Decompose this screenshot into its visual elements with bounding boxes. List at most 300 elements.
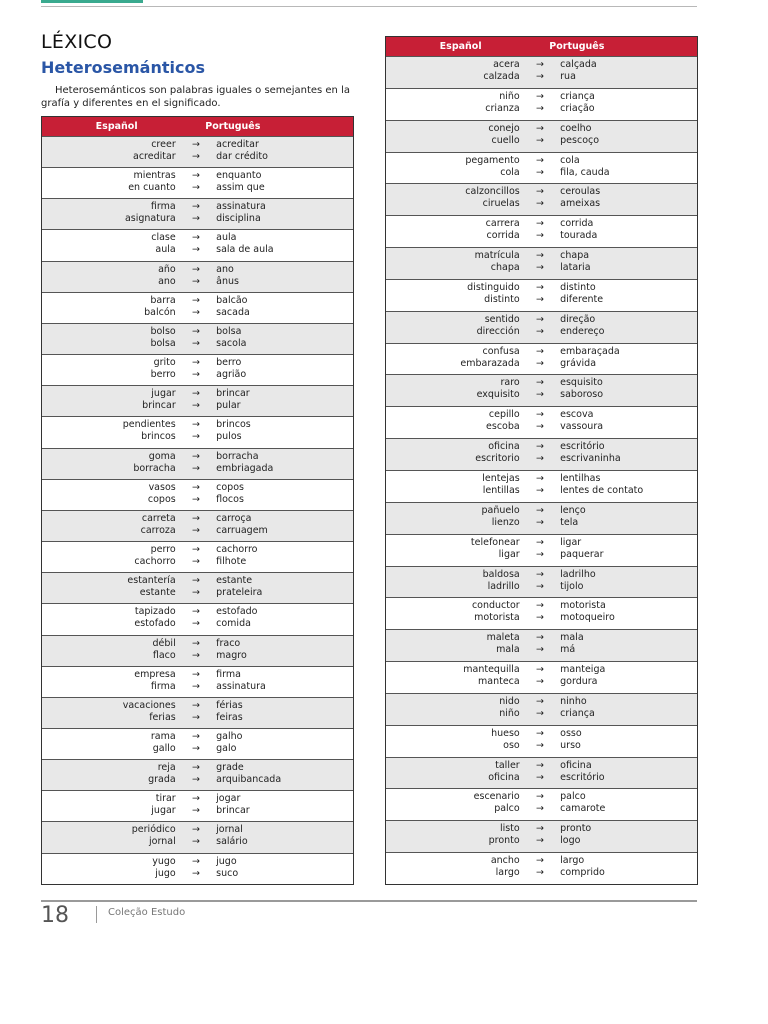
arrow-icons [176, 762, 216, 790]
portuguese-word: brincar [216, 805, 250, 817]
portuguese-terms [560, 377, 697, 406]
portuguese-word: jugo [216, 855, 237, 867]
arrow-icons [176, 669, 216, 697]
spanish-word: conejo [488, 122, 520, 134]
spanish-word: carreta [141, 512, 176, 524]
spanish-word: pegamento [465, 154, 520, 166]
arrow-icon: → [535, 313, 544, 325]
spanish-word: goma [148, 450, 176, 462]
table-row [386, 788, 697, 820]
spanish-terms [386, 250, 520, 279]
spanish-word: empresa [134, 668, 176, 680]
portuguese-terms [560, 346, 697, 375]
arrow-icon: → [191, 556, 200, 568]
arrow-icon: → [535, 759, 544, 771]
spanish-terms [386, 473, 520, 502]
arrow-icons [176, 170, 216, 198]
spanish-word: chapa [490, 262, 520, 274]
table-row [386, 470, 697, 502]
spanish-terms [42, 513, 176, 541]
portuguese-word: ceroulas [560, 186, 601, 198]
arrow-icon: → [191, 369, 200, 381]
arrow-icon: → [191, 762, 200, 774]
arrow-icon: → [535, 676, 544, 688]
arrow-icon: → [191, 388, 200, 400]
spanish-terms [386, 186, 520, 215]
spanish-word: hueso [491, 727, 520, 739]
arrow-icons [520, 282, 560, 311]
spanish-word: pendientes [122, 419, 176, 431]
section-title: Heterosemánticos [41, 58, 205, 77]
portuguese-terms [216, 513, 353, 541]
arrow-icons [176, 451, 216, 479]
portuguese-word: largo [560, 855, 585, 867]
spanish-word: mientras [133, 170, 176, 182]
arrow-icon: → [535, 218, 544, 230]
header-pt: Português [205, 121, 261, 132]
spanish-word: cola [500, 166, 520, 178]
header-pt: Português [549, 41, 605, 52]
portuguese-terms [216, 201, 353, 229]
spanish-terms [386, 282, 520, 311]
arrow-icons [176, 201, 216, 229]
arrow-icons [176, 700, 216, 728]
spanish-word: ligar [498, 548, 520, 560]
spanish-terms [42, 638, 176, 666]
arrow-icon: → [535, 612, 544, 624]
arrow-icon: → [535, 154, 544, 166]
header-es: Español [439, 41, 482, 52]
arrow-icon: → [535, 632, 544, 644]
arrow-icons [520, 664, 560, 693]
spanish-terms [42, 700, 176, 728]
top-accent-bar [41, 0, 143, 3]
table-header [42, 117, 353, 136]
table-row [386, 279, 697, 311]
portuguese-word: copos [216, 481, 244, 493]
arrow-icons [176, 326, 216, 354]
arrow-icon: → [535, 472, 544, 484]
portuguese-word: grade [216, 762, 244, 774]
spanish-word: tapizado [134, 606, 176, 618]
spanish-word: escritorio [475, 453, 520, 465]
arrow-icon: → [535, 230, 544, 242]
arrow-icon: → [535, 548, 544, 560]
arrow-icons [520, 473, 560, 502]
portuguese-word: motorista [560, 600, 606, 612]
table-row [42, 853, 353, 884]
portuguese-word: embriagada [216, 462, 274, 474]
spanish-terms [42, 326, 176, 354]
arrow-icon: → [191, 337, 200, 349]
spanish-terms [42, 357, 176, 385]
arrow-icon: → [191, 306, 200, 318]
portuguese-terms [216, 419, 353, 447]
spanish-word: gallo [152, 742, 176, 754]
arrow-icon: → [535, 580, 544, 592]
spanish-word: firma [150, 201, 176, 213]
spanish-word: ancho [490, 855, 520, 867]
table-row [386, 757, 697, 789]
spanish-terms [386, 123, 520, 152]
table-row [386, 343, 697, 375]
table-header [386, 37, 697, 56]
table-row [42, 697, 353, 728]
table-row [386, 820, 697, 852]
spanish-word: calzoncillos [465, 186, 520, 198]
spanish-word: en cuanto [128, 182, 176, 194]
portuguese-word: balcão [216, 294, 248, 306]
portuguese-word: vassoura [560, 421, 604, 433]
arrow-icon: → [191, 294, 200, 306]
portuguese-terms [560, 696, 697, 725]
arrow-icon: → [535, 855, 544, 867]
portuguese-word: gordura [560, 676, 598, 688]
arrow-icon: → [191, 524, 200, 536]
portuguese-word: cola [560, 154, 580, 166]
spanish-word: exquisito [476, 389, 520, 401]
spanish-word: largo [495, 867, 520, 879]
spanish-terms [386, 218, 520, 247]
spanish-word: palco [494, 803, 520, 815]
arrow-icon: → [535, 198, 544, 210]
portuguese-word: prateleira [216, 587, 263, 599]
portuguese-word: palco [560, 791, 586, 803]
portuguese-terms [216, 793, 353, 821]
portuguese-word: enquanto [216, 170, 262, 182]
arrow-icon: → [535, 803, 544, 815]
arrow-icons [176, 388, 216, 416]
arrow-icons [176, 232, 216, 260]
spanish-word: conductor [471, 600, 520, 612]
portuguese-terms [560, 791, 697, 820]
portuguese-word: pescoço [560, 134, 600, 146]
spanish-word: niño [499, 707, 520, 719]
spanish-word: periódico [131, 824, 176, 836]
spanish-terms [42, 762, 176, 790]
table-row [42, 572, 353, 603]
arrow-icon: → [191, 618, 200, 630]
arrow-icon: → [191, 357, 200, 369]
portuguese-word: salário [216, 836, 248, 848]
portuguese-word: arquibancada [216, 774, 282, 786]
spanish-word: borracha [133, 462, 176, 474]
spanish-terms [386, 728, 520, 757]
spanish-word: telefonear [470, 536, 520, 548]
arrow-icons [520, 791, 560, 820]
portuguese-terms [560, 505, 697, 534]
portuguese-word: chapa [560, 250, 590, 262]
spanish-word: cuello [491, 134, 520, 146]
table-row [386, 183, 697, 215]
portuguese-terms [560, 250, 697, 279]
portuguese-word: escritório [560, 771, 605, 783]
spanish-word: clase [151, 232, 176, 244]
spanish-terms [42, 731, 176, 759]
table-row [42, 167, 353, 198]
table-row [42, 198, 353, 229]
table-row [386, 120, 697, 152]
portuguese-word: embaraçada [560, 345, 620, 357]
spanish-word: niño [499, 90, 520, 102]
table-row [42, 448, 353, 479]
spanish-word: ano [158, 275, 176, 287]
arrow-icon: → [535, 122, 544, 134]
arrow-icon: → [535, 357, 544, 369]
portuguese-terms [560, 441, 697, 470]
portuguese-word: suco [216, 867, 239, 879]
portuguese-word: pronto [560, 823, 592, 835]
portuguese-terms [216, 762, 353, 790]
spanish-word: escoba [486, 421, 520, 433]
spanish-word: perro [150, 544, 176, 556]
portuguese-word: ânus [216, 275, 239, 287]
portuguese-word: agrião [216, 369, 247, 381]
spanish-word: barra [150, 294, 176, 306]
arrow-icons [520, 600, 560, 629]
portuguese-terms [560, 218, 697, 247]
arrow-icon: → [191, 512, 200, 524]
arrow-icon: → [191, 587, 200, 599]
portuguese-word: jornal [216, 824, 243, 836]
arrow-icon: → [535, 281, 544, 293]
portuguese-word: borracha [216, 450, 259, 462]
spanish-word: estante [139, 587, 176, 599]
portuguese-word: comida [216, 618, 251, 630]
arrow-icons [520, 823, 560, 852]
spanish-word: carroza [140, 524, 176, 536]
spanish-terms [386, 569, 520, 598]
table-row [386, 502, 697, 534]
spanish-word: sentido [484, 313, 520, 325]
portuguese-word: dar crédito [216, 151, 268, 162]
vocabulary-table-left [41, 116, 354, 885]
table-row [386, 693, 697, 725]
spanish-word: escenario [473, 791, 520, 803]
arrow-icon: → [191, 213, 200, 225]
portuguese-terms [216, 700, 353, 728]
table-row [386, 629, 697, 661]
arrow-icons [520, 569, 560, 598]
portuguese-word: oficina [560, 759, 592, 771]
table-row [42, 261, 353, 292]
spanish-terms [42, 793, 176, 821]
spanish-terms [42, 451, 176, 479]
portuguese-word: bolsa [216, 325, 242, 337]
spanish-word: crianza [485, 102, 520, 114]
arrow-icon: → [535, 664, 544, 676]
portuguese-terms [216, 824, 353, 852]
table-row [386, 215, 697, 247]
spanish-word: jugar [151, 805, 176, 817]
arrow-icon: → [191, 855, 200, 867]
portuguese-word: má [560, 644, 576, 656]
spanish-word: vasos [148, 481, 176, 493]
arrow-icon: → [535, 389, 544, 401]
arrow-icons [176, 856, 216, 884]
spanish-word: lentillas [482, 484, 520, 496]
arrow-icons [520, 91, 560, 120]
portuguese-word: carruagem [216, 524, 268, 536]
table-row [386, 152, 697, 184]
arrow-icons [176, 544, 216, 572]
arrow-icon: → [191, 170, 200, 182]
portuguese-terms [560, 569, 697, 598]
portuguese-terms [560, 314, 697, 343]
spanish-word: raro [500, 377, 520, 389]
footer-series: Coleção Estudo [108, 907, 186, 918]
spanish-word: nido [499, 695, 520, 707]
portuguese-terms [560, 537, 697, 566]
arrow-icons [176, 606, 216, 634]
page-number: 18 [41, 903, 69, 928]
spanish-terms [42, 388, 176, 416]
arrow-icon: → [191, 711, 200, 723]
arrow-icon: → [191, 232, 200, 244]
portuguese-word: osso [560, 727, 582, 739]
spanish-word: balcón [144, 306, 176, 318]
arrow-icons [520, 855, 560, 884]
portuguese-terms [216, 326, 353, 354]
portuguese-terms [216, 295, 353, 323]
table-row [42, 603, 353, 634]
arrow-icon: → [535, 568, 544, 580]
portuguese-word: jogar [216, 793, 241, 805]
table-row [42, 759, 353, 790]
spanish-word: estofado [134, 618, 176, 630]
spanish-word: vacaciones [122, 699, 176, 711]
arrow-icon: → [535, 707, 544, 719]
arrow-icon: → [535, 536, 544, 548]
arrow-icon: → [535, 262, 544, 274]
arrow-icons [520, 186, 560, 215]
portuguese-word: sacola [216, 337, 247, 349]
arrow-icon: → [535, 644, 544, 656]
portuguese-word: assinatura [216, 680, 266, 692]
arrow-icon: → [535, 823, 544, 835]
portuguese-word: feiras [216, 711, 243, 723]
portuguese-terms [560, 59, 697, 88]
arrow-icons [520, 505, 560, 534]
arrow-icon: → [191, 481, 200, 493]
portuguese-word: firma [216, 668, 241, 680]
portuguese-word: escritório [560, 441, 605, 453]
spanish-word: yugo [152, 855, 176, 867]
portuguese-word: ano [216, 263, 234, 275]
spanish-word: tirar [155, 793, 176, 805]
spanish-word: débil [152, 637, 176, 649]
portuguese-word: fraco [216, 637, 241, 649]
arrow-icon: → [535, 90, 544, 102]
portuguese-terms [216, 731, 353, 759]
arrow-icon: → [535, 504, 544, 516]
arrow-icon: → [191, 263, 200, 275]
portuguese-word: mala [560, 632, 584, 644]
spanish-word: motorista [474, 612, 520, 624]
portuguese-word: endereço [560, 325, 605, 337]
spanish-word: rama [150, 730, 176, 742]
portuguese-word: cachorro [216, 544, 258, 556]
table-row [386, 597, 697, 629]
spanish-terms [386, 696, 520, 725]
portuguese-terms [560, 823, 697, 852]
arrow-icons [176, 295, 216, 323]
vocabulary-table-right [385, 36, 698, 885]
spanish-terms [42, 575, 176, 603]
portuguese-terms [560, 600, 697, 629]
arrow-icon: → [535, 102, 544, 114]
arrow-icon: → [191, 419, 200, 431]
spanish-terms [386, 632, 520, 661]
arrow-icon: → [191, 244, 200, 256]
portuguese-word: tela [560, 516, 579, 528]
arrow-icons [176, 357, 216, 385]
portuguese-word: paquerar [560, 548, 604, 560]
arrow-icon: → [191, 151, 200, 162]
arrow-icons [176, 513, 216, 541]
arrow-icon: → [191, 867, 200, 879]
table-row [42, 385, 353, 416]
spanish-terms [386, 760, 520, 789]
spanish-word: acera [493, 59, 520, 70]
spanish-word: año [158, 263, 176, 275]
portuguese-word: galo [216, 742, 237, 754]
portuguese-terms [216, 357, 353, 385]
portuguese-word: férias [216, 699, 243, 711]
arrow-icon: → [535, 695, 544, 707]
spanish-terms [42, 824, 176, 852]
portuguese-word: criança [560, 707, 595, 719]
arrow-icons [176, 638, 216, 666]
portuguese-word: carroça [216, 512, 252, 524]
portuguese-word: ladrilho [560, 568, 596, 580]
spanish-terms [386, 823, 520, 852]
spanish-terms [386, 377, 520, 406]
arrow-icon: → [191, 774, 200, 786]
portuguese-word: berro [216, 357, 242, 369]
spanish-terms [42, 482, 176, 510]
portuguese-terms [216, 669, 353, 697]
portuguese-word: tourada [560, 230, 598, 242]
portuguese-word: saboroso [560, 389, 604, 401]
spanish-terms [386, 314, 520, 343]
table-row [386, 661, 697, 693]
spanish-terms [42, 544, 176, 572]
arrow-icon: → [535, 293, 544, 305]
arrow-icon: → [191, 462, 200, 474]
spanish-word: estantería [127, 575, 176, 587]
arrow-icons [176, 731, 216, 759]
portuguese-word: brincar [216, 388, 250, 400]
page-title: LÉXICO [41, 31, 113, 53]
arrow-icons [520, 377, 560, 406]
portuguese-terms [560, 728, 697, 757]
portuguese-terms [216, 482, 353, 510]
portuguese-word: filhote [216, 556, 247, 568]
portuguese-word: escova [560, 409, 594, 421]
spanish-word: berro [150, 369, 176, 381]
spanish-word: taller [495, 759, 520, 771]
arrow-icon: → [191, 680, 200, 692]
arrow-icon: → [535, 867, 544, 879]
portuguese-terms [560, 282, 697, 311]
portuguese-terms [560, 409, 697, 438]
arrow-icon: → [191, 836, 200, 848]
portuguese-word: galho [216, 730, 243, 742]
table-row [42, 541, 353, 572]
arrow-icons [520, 760, 560, 789]
intro-paragraph: Heterosemánticos son palabras iguales o semejantes en la grafía y diferentes en el significado. [41, 85, 350, 109]
